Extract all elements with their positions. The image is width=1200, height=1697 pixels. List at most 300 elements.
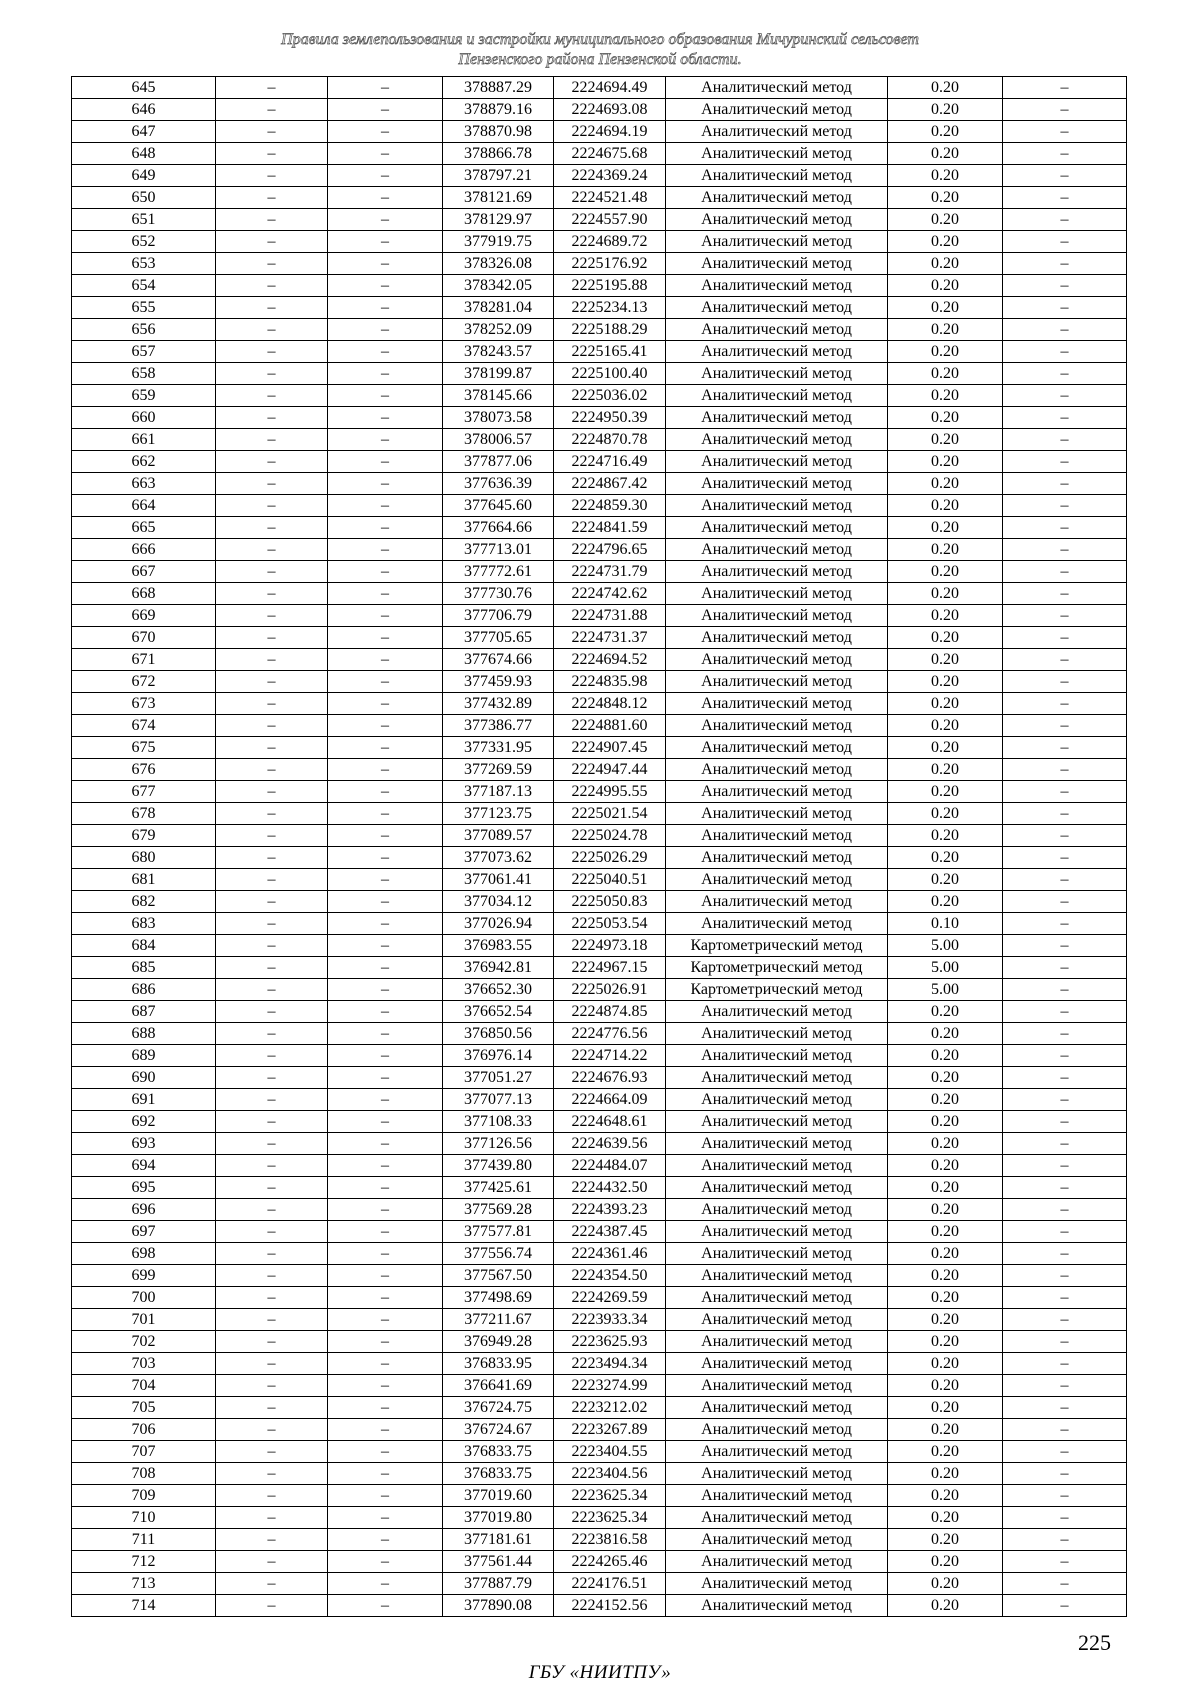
col3-cell: –	[328, 1177, 443, 1199]
table-row	[72, 1441, 1127, 1463]
y-coordinate-cell: 2223267.89	[554, 1419, 666, 1441]
point-number-cell: 699	[72, 1265, 216, 1287]
col8-cell: –	[1003, 1221, 1127, 1243]
col8-cell: –	[1003, 561, 1127, 583]
col2-cell: –	[216, 473, 328, 495]
method-cell: Аналитический метод	[666, 1551, 888, 1573]
col8-cell: –	[1003, 957, 1127, 979]
point-number-cell: 673	[72, 693, 216, 715]
point-number-cell: 659	[72, 385, 216, 407]
table-row	[72, 1265, 1127, 1287]
col8-cell: –	[1003, 165, 1127, 187]
point-number-cell: 702	[72, 1331, 216, 1353]
y-coordinate-cell: 2225053.54	[554, 913, 666, 935]
point-number-cell: 688	[72, 1023, 216, 1045]
col2-cell: –	[216, 1199, 328, 1221]
table-row	[72, 451, 1127, 473]
col8-cell: –	[1003, 1507, 1127, 1529]
col3-cell: –	[328, 121, 443, 143]
col3-cell: –	[328, 473, 443, 495]
col2-cell: –	[216, 1155, 328, 1177]
col8-cell: –	[1003, 605, 1127, 627]
x-coordinate-cell: 377026.94	[443, 913, 554, 935]
col2-cell: –	[216, 1221, 328, 1243]
accuracy-cell: 0.20	[888, 253, 1003, 275]
col2-cell: –	[216, 1573, 328, 1595]
y-coordinate-cell: 2223933.34	[554, 1309, 666, 1331]
col3-cell: –	[328, 1265, 443, 1287]
accuracy-cell: 0.20	[888, 99, 1003, 121]
accuracy-cell: 0.20	[888, 1265, 1003, 1287]
col2-cell: –	[216, 1441, 328, 1463]
col8-cell: –	[1003, 539, 1127, 561]
point-number-cell: 687	[72, 1001, 216, 1023]
accuracy-cell: 0.20	[888, 869, 1003, 891]
x-coordinate-cell: 377425.61	[443, 1177, 554, 1199]
point-number-cell: 669	[72, 605, 216, 627]
col8-cell: –	[1003, 1309, 1127, 1331]
col3-cell: –	[328, 1309, 443, 1331]
table-row	[72, 715, 1127, 737]
accuracy-cell: 0.20	[888, 1177, 1003, 1199]
col3-cell: –	[328, 253, 443, 275]
col3-cell: –	[328, 1331, 443, 1353]
point-number-cell: 675	[72, 737, 216, 759]
col2-cell: –	[216, 1507, 328, 1529]
x-coordinate-cell: 376949.28	[443, 1331, 554, 1353]
col8-cell: –	[1003, 825, 1127, 847]
method-cell: Аналитический метод	[666, 1287, 888, 1309]
x-coordinate-cell: 377439.80	[443, 1155, 554, 1177]
x-coordinate-cell: 377123.75	[443, 803, 554, 825]
table-row	[72, 1529, 1127, 1551]
col3-cell: –	[328, 561, 443, 583]
point-number-cell: 668	[72, 583, 216, 605]
y-coordinate-cell: 2224950.39	[554, 407, 666, 429]
col8-cell: –	[1003, 583, 1127, 605]
accuracy-cell: 0.20	[888, 847, 1003, 869]
method-cell: Аналитический метод	[666, 1595, 888, 1617]
x-coordinate-cell: 377706.79	[443, 605, 554, 627]
accuracy-cell: 0.20	[888, 407, 1003, 429]
point-number-cell: 648	[72, 143, 216, 165]
point-number-cell: 680	[72, 847, 216, 869]
col2-cell: –	[216, 253, 328, 275]
col3-cell: –	[328, 737, 443, 759]
point-number-cell: 701	[72, 1309, 216, 1331]
col2-cell: –	[216, 649, 328, 671]
accuracy-cell: 0.20	[888, 275, 1003, 297]
col2-cell: –	[216, 275, 328, 297]
y-coordinate-cell: 2225040.51	[554, 869, 666, 891]
col8-cell: –	[1003, 407, 1127, 429]
x-coordinate-cell: 377126.56	[443, 1133, 554, 1155]
y-coordinate-cell: 2225176.92	[554, 253, 666, 275]
table-row	[72, 209, 1127, 231]
accuracy-cell: 0.20	[888, 803, 1003, 825]
x-coordinate-cell: 377713.01	[443, 539, 554, 561]
accuracy-cell: 0.20	[888, 429, 1003, 451]
point-number-cell: 700	[72, 1287, 216, 1309]
accuracy-cell: 5.00	[888, 935, 1003, 957]
accuracy-cell: 5.00	[888, 957, 1003, 979]
x-coordinate-cell: 377077.13	[443, 1089, 554, 1111]
col2-cell: –	[216, 803, 328, 825]
x-coordinate-cell: 377561.44	[443, 1551, 554, 1573]
accuracy-cell: 0.20	[888, 1045, 1003, 1067]
table-row	[72, 253, 1127, 275]
col8-cell: –	[1003, 1573, 1127, 1595]
col3-cell: –	[328, 1551, 443, 1573]
table-row	[72, 891, 1127, 913]
x-coordinate-cell: 377705.65	[443, 627, 554, 649]
col2-cell: –	[216, 165, 328, 187]
accuracy-cell: 0.20	[888, 1001, 1003, 1023]
y-coordinate-cell: 2224361.46	[554, 1243, 666, 1265]
table-row	[72, 1067, 1127, 1089]
col8-cell: –	[1003, 1089, 1127, 1111]
col8-cell: –	[1003, 363, 1127, 385]
method-cell: Аналитический метод	[666, 1155, 888, 1177]
method-cell: Аналитический метод	[666, 627, 888, 649]
table-row	[72, 1551, 1127, 1573]
table-body	[72, 77, 1127, 1617]
method-cell: Аналитический метод	[666, 1067, 888, 1089]
y-coordinate-cell: 2225188.29	[554, 319, 666, 341]
table-row	[72, 165, 1127, 187]
point-number-cell: 697	[72, 1221, 216, 1243]
table-row	[72, 297, 1127, 319]
col3-cell: –	[328, 517, 443, 539]
method-cell: Аналитический метод	[666, 1221, 888, 1243]
x-coordinate-cell: 377019.80	[443, 1507, 554, 1529]
accuracy-cell: 0.20	[888, 143, 1003, 165]
x-coordinate-cell: 376833.95	[443, 1353, 554, 1375]
col2-cell: –	[216, 759, 328, 781]
col8-cell: –	[1003, 979, 1127, 1001]
point-number-cell: 665	[72, 517, 216, 539]
method-cell: Аналитический метод	[666, 1243, 888, 1265]
col2-cell: –	[216, 209, 328, 231]
point-number-cell: 676	[72, 759, 216, 781]
col2-cell: –	[216, 1397, 328, 1419]
x-coordinate-cell: 377061.41	[443, 869, 554, 891]
y-coordinate-cell: 2224796.65	[554, 539, 666, 561]
col2-cell: –	[216, 693, 328, 715]
table-row	[72, 495, 1127, 517]
y-coordinate-cell: 2223404.55	[554, 1441, 666, 1463]
col2-cell: –	[216, 825, 328, 847]
method-cell: Аналитический метод	[666, 1529, 888, 1551]
page-header	[0, 30, 1200, 70]
col3-cell: –	[328, 99, 443, 121]
point-number-cell: 690	[72, 1067, 216, 1089]
col2-cell: –	[216, 1111, 328, 1133]
col3-cell: –	[328, 627, 443, 649]
table-row	[72, 671, 1127, 693]
table-row	[72, 957, 1127, 979]
method-cell: Аналитический метод	[666, 1485, 888, 1507]
col8-cell: –	[1003, 1023, 1127, 1045]
y-coordinate-cell: 2224432.50	[554, 1177, 666, 1199]
accuracy-cell: 5.00	[888, 979, 1003, 1001]
method-cell: Аналитический метод	[666, 429, 888, 451]
col3-cell: –	[328, 825, 443, 847]
col3-cell: –	[328, 209, 443, 231]
col8-cell: –	[1003, 341, 1127, 363]
accuracy-cell: 0.20	[888, 1485, 1003, 1507]
y-coordinate-cell: 2224354.50	[554, 1265, 666, 1287]
point-number-cell: 671	[72, 649, 216, 671]
col8-cell: –	[1003, 209, 1127, 231]
point-number-cell: 705	[72, 1397, 216, 1419]
y-coordinate-cell: 2224716.49	[554, 451, 666, 473]
method-cell: Аналитический метод	[666, 1265, 888, 1287]
y-coordinate-cell: 2224152.56	[554, 1595, 666, 1617]
table-row	[72, 1177, 1127, 1199]
method-cell: Аналитический метод	[666, 187, 888, 209]
accuracy-cell: 0.20	[888, 627, 1003, 649]
accuracy-cell: 0.20	[888, 1309, 1003, 1331]
col3-cell: –	[328, 1111, 443, 1133]
table-row	[72, 605, 1127, 627]
col2-cell: –	[216, 1463, 328, 1485]
table-row	[72, 869, 1127, 891]
accuracy-cell: 0.20	[888, 539, 1003, 561]
accuracy-cell: 0.20	[888, 209, 1003, 231]
col3-cell: –	[328, 1133, 443, 1155]
accuracy-cell: 0.20	[888, 1441, 1003, 1463]
method-cell: Аналитический метод	[666, 913, 888, 935]
col2-cell: –	[216, 297, 328, 319]
col3-cell: –	[328, 1199, 443, 1221]
col2-cell: –	[216, 407, 328, 429]
table-row	[72, 935, 1127, 957]
method-cell: Картометрический метод	[666, 979, 888, 1001]
col3-cell: –	[328, 1529, 443, 1551]
y-coordinate-cell: 2224870.78	[554, 429, 666, 451]
x-coordinate-cell: 378006.57	[443, 429, 554, 451]
col8-cell: –	[1003, 77, 1127, 99]
table-row	[72, 99, 1127, 121]
accuracy-cell: 0.20	[888, 1331, 1003, 1353]
col8-cell: –	[1003, 275, 1127, 297]
col8-cell: –	[1003, 1199, 1127, 1221]
x-coordinate-cell: 378879.16	[443, 99, 554, 121]
x-coordinate-cell: 377181.61	[443, 1529, 554, 1551]
table-row	[72, 1573, 1127, 1595]
table-row	[72, 385, 1127, 407]
point-number-cell: 667	[72, 561, 216, 583]
accuracy-cell: 0.20	[888, 1551, 1003, 1573]
col3-cell: –	[328, 781, 443, 803]
accuracy-cell: 0.20	[888, 495, 1003, 517]
table-row	[72, 627, 1127, 649]
col2-cell: –	[216, 363, 328, 385]
method-cell: Аналитический метод	[666, 759, 888, 781]
x-coordinate-cell: 376942.81	[443, 957, 554, 979]
x-coordinate-cell: 377459.93	[443, 671, 554, 693]
y-coordinate-cell: 2223404.56	[554, 1463, 666, 1485]
method-cell: Аналитический метод	[666, 1419, 888, 1441]
point-number-cell: 703	[72, 1353, 216, 1375]
col8-cell: –	[1003, 913, 1127, 935]
table-row	[72, 979, 1127, 1001]
x-coordinate-cell: 378797.21	[443, 165, 554, 187]
y-coordinate-cell: 2225050.83	[554, 891, 666, 913]
table-row	[72, 803, 1127, 825]
accuracy-cell: 0.20	[888, 363, 1003, 385]
method-cell: Аналитический метод	[666, 165, 888, 187]
accuracy-cell: 0.20	[888, 1221, 1003, 1243]
col3-cell: –	[328, 1287, 443, 1309]
col2-cell: –	[216, 869, 328, 891]
accuracy-cell: 0.20	[888, 825, 1003, 847]
point-number-cell: 681	[72, 869, 216, 891]
y-coordinate-cell: 2224393.23	[554, 1199, 666, 1221]
method-cell: Аналитический метод	[666, 253, 888, 275]
accuracy-cell: 0.20	[888, 1089, 1003, 1111]
col8-cell: –	[1003, 1111, 1127, 1133]
table-row	[72, 1111, 1127, 1133]
point-number-cell: 686	[72, 979, 216, 1001]
point-number-cell: 691	[72, 1089, 216, 1111]
table-row	[72, 781, 1127, 803]
table-row	[72, 429, 1127, 451]
col2-cell: –	[216, 671, 328, 693]
col3-cell: –	[328, 1397, 443, 1419]
table-row	[72, 231, 1127, 253]
accuracy-cell: 0.20	[888, 715, 1003, 737]
method-cell: Аналитический метод	[666, 297, 888, 319]
y-coordinate-cell: 2225024.78	[554, 825, 666, 847]
y-coordinate-cell: 2225165.41	[554, 341, 666, 363]
method-cell: Аналитический метод	[666, 1133, 888, 1155]
method-cell: Аналитический метод	[666, 781, 888, 803]
point-number-cell: 664	[72, 495, 216, 517]
method-cell: Аналитический метод	[666, 825, 888, 847]
col8-cell: –	[1003, 1441, 1127, 1463]
x-coordinate-cell: 378121.69	[443, 187, 554, 209]
accuracy-cell: 0.20	[888, 1529, 1003, 1551]
accuracy-cell: 0.20	[888, 385, 1003, 407]
x-coordinate-cell: 377567.50	[443, 1265, 554, 1287]
col8-cell: –	[1003, 473, 1127, 495]
col8-cell: –	[1003, 803, 1127, 825]
x-coordinate-cell: 377772.61	[443, 561, 554, 583]
col2-cell: –	[216, 627, 328, 649]
x-coordinate-cell: 378073.58	[443, 407, 554, 429]
table-row	[72, 143, 1127, 165]
method-cell: Картометрический метод	[666, 935, 888, 957]
x-coordinate-cell: 376641.69	[443, 1375, 554, 1397]
x-coordinate-cell: 376833.75	[443, 1463, 554, 1485]
accuracy-cell: 0.10	[888, 913, 1003, 935]
y-coordinate-cell: 2224694.19	[554, 121, 666, 143]
y-coordinate-cell: 2224841.59	[554, 517, 666, 539]
col8-cell: –	[1003, 517, 1127, 539]
col2-cell: –	[216, 1353, 328, 1375]
col2-cell: –	[216, 891, 328, 913]
method-cell: Аналитический метод	[666, 99, 888, 121]
point-number-cell: 712	[72, 1551, 216, 1573]
point-number-cell: 646	[72, 99, 216, 121]
y-coordinate-cell: 2224731.37	[554, 627, 666, 649]
x-coordinate-cell: 376833.75	[443, 1441, 554, 1463]
accuracy-cell: 0.20	[888, 473, 1003, 495]
point-number-cell: 683	[72, 913, 216, 935]
x-coordinate-cell: 378870.98	[443, 121, 554, 143]
point-number-cell: 693	[72, 1133, 216, 1155]
col3-cell: –	[328, 1089, 443, 1111]
table-row	[72, 407, 1127, 429]
col3-cell: –	[328, 1463, 443, 1485]
col2-cell: –	[216, 561, 328, 583]
point-number-cell: 660	[72, 407, 216, 429]
table-row	[72, 1045, 1127, 1067]
accuracy-cell: 0.20	[888, 1067, 1003, 1089]
y-coordinate-cell: 2224387.45	[554, 1221, 666, 1243]
point-number-cell: 650	[72, 187, 216, 209]
col3-cell: –	[328, 275, 443, 297]
x-coordinate-cell: 378243.57	[443, 341, 554, 363]
y-coordinate-cell: 2224714.22	[554, 1045, 666, 1067]
col8-cell: –	[1003, 1375, 1127, 1397]
col8-cell: –	[1003, 187, 1127, 209]
method-cell: Аналитический метод	[666, 847, 888, 869]
col2-cell: –	[216, 1529, 328, 1551]
method-cell: Аналитический метод	[666, 649, 888, 671]
x-coordinate-cell: 377051.27	[443, 1067, 554, 1089]
col3-cell: –	[328, 583, 443, 605]
method-cell: Аналитический метод	[666, 539, 888, 561]
col2-cell: –	[216, 143, 328, 165]
method-cell: Аналитический метод	[666, 517, 888, 539]
table-row	[72, 693, 1127, 715]
col8-cell: –	[1003, 1133, 1127, 1155]
y-coordinate-cell: 2224967.15	[554, 957, 666, 979]
col2-cell: –	[216, 913, 328, 935]
method-cell: Аналитический метод	[666, 1441, 888, 1463]
method-cell: Аналитический метод	[666, 1309, 888, 1331]
col8-cell: –	[1003, 1353, 1127, 1375]
col3-cell: –	[328, 1155, 443, 1177]
point-number-cell: 662	[72, 451, 216, 473]
col2-cell: –	[216, 1067, 328, 1089]
point-number-cell: 651	[72, 209, 216, 231]
accuracy-cell: 0.20	[888, 561, 1003, 583]
point-number-cell: 657	[72, 341, 216, 363]
x-coordinate-cell: 377108.33	[443, 1111, 554, 1133]
col8-cell: –	[1003, 385, 1127, 407]
method-cell: Аналитический метод	[666, 341, 888, 363]
x-coordinate-cell: 377577.81	[443, 1221, 554, 1243]
col2-cell: –	[216, 1023, 328, 1045]
table-row	[72, 187, 1127, 209]
x-coordinate-cell: 377019.60	[443, 1485, 554, 1507]
y-coordinate-cell: 2225026.91	[554, 979, 666, 1001]
accuracy-cell: 0.20	[888, 165, 1003, 187]
col8-cell: –	[1003, 759, 1127, 781]
table-row	[72, 77, 1127, 99]
y-coordinate-cell: 2224859.30	[554, 495, 666, 517]
col8-cell: –	[1003, 935, 1127, 957]
method-cell: Аналитический метод	[666, 803, 888, 825]
method-cell: Аналитический метод	[666, 561, 888, 583]
x-coordinate-cell: 378252.09	[443, 319, 554, 341]
accuracy-cell: 0.20	[888, 319, 1003, 341]
accuracy-cell: 0.20	[888, 1353, 1003, 1375]
